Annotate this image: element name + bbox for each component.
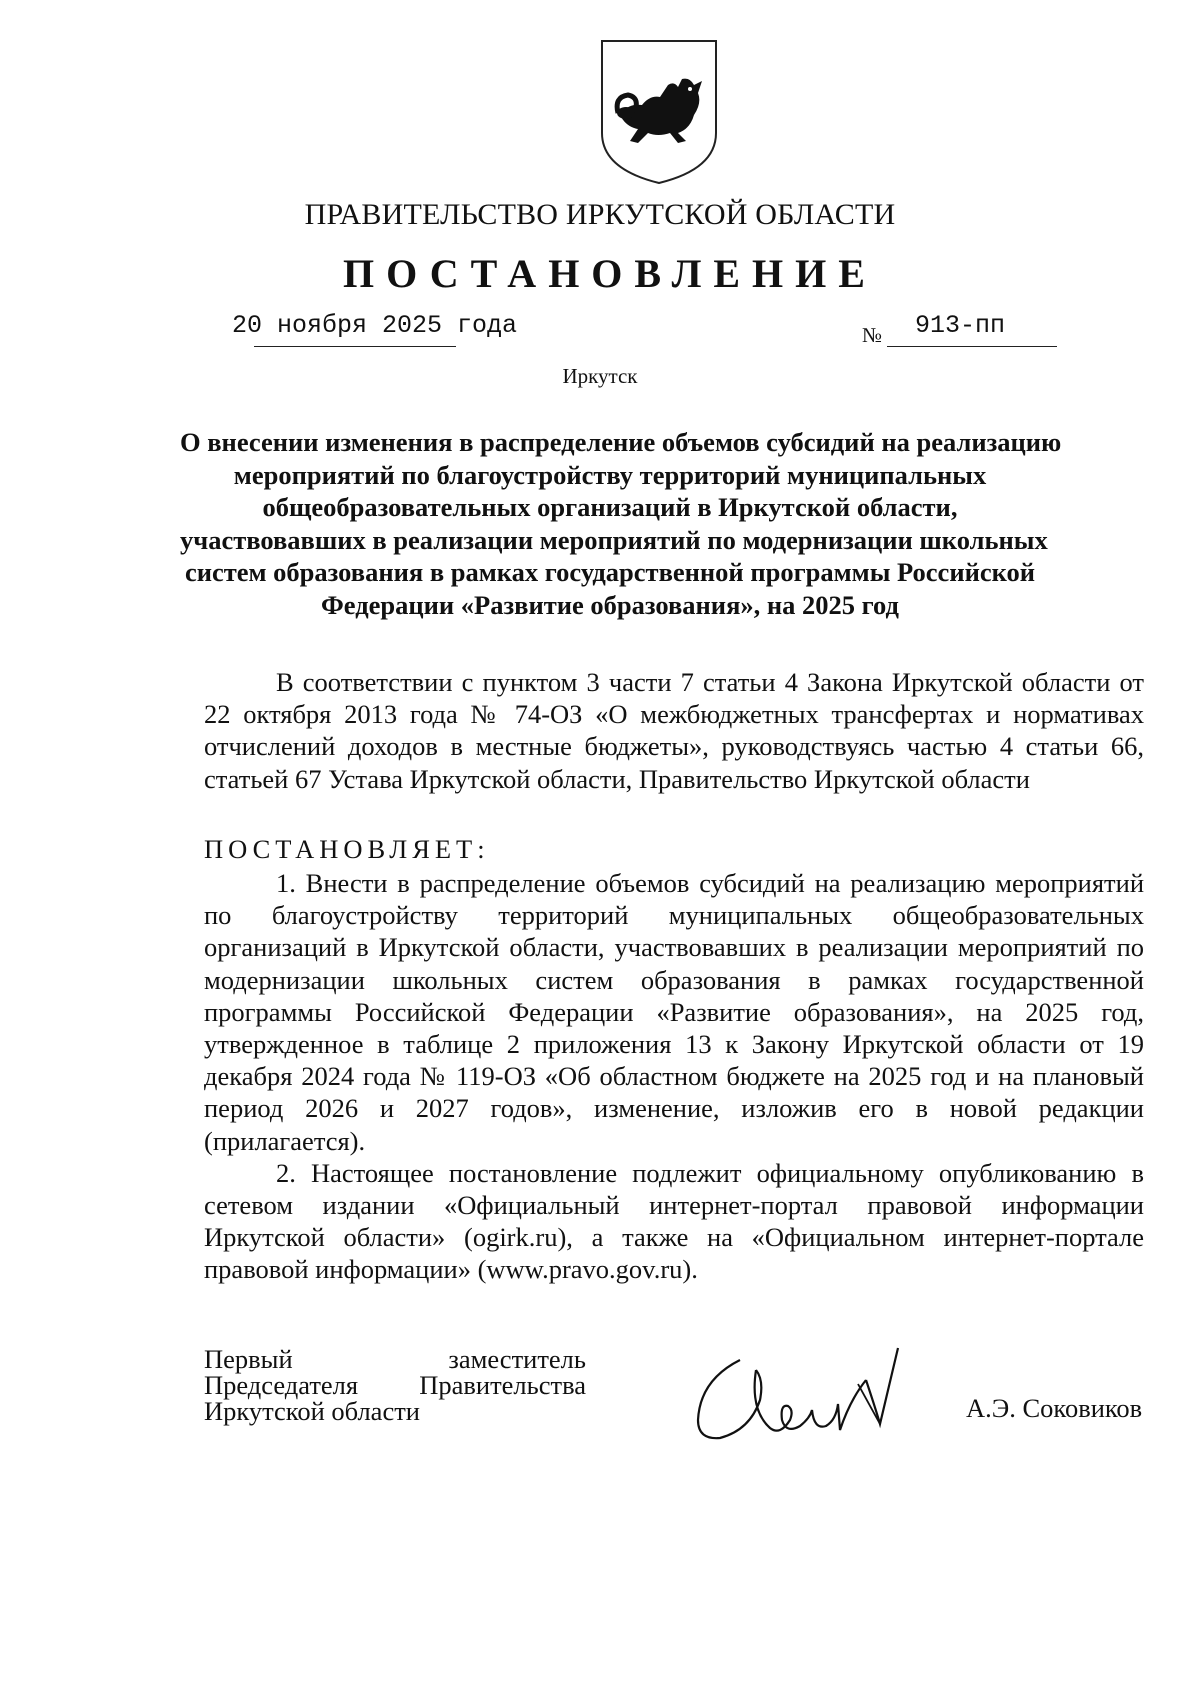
number-underline [887, 346, 1057, 347]
date-underline [254, 346, 456, 347]
title-line: Федерации «Развитие образования», на 2025 год [321, 589, 899, 620]
signatory-name: А.Э. Соковиков [966, 1393, 1143, 1423]
document-title [180, 426, 1062, 622]
position-word: Иркутской области [204, 1396, 420, 1426]
title-line: систем образования в рамках государственной программы Российской [184, 557, 1036, 588]
position-word: Председателя [204, 1370, 359, 1400]
items-block [204, 867, 1144, 1286]
document-number: 913-пп [915, 311, 1006, 340]
document-type: ПОСТАНОВЛЕНИЕ [343, 251, 877, 296]
city: Иркутск [562, 364, 638, 388]
position-word: Правительства [419, 1370, 586, 1400]
position-word: заместитель [448, 1344, 586, 1374]
title-line: О внесении изменения в распределение объемов субсидий на реализацию [180, 427, 1062, 457]
position-word: Первый [204, 1344, 293, 1374]
title-line: участвовавших в реализации мероприятий по модернизации школьных [180, 524, 1048, 555]
title-line: мероприятий по благоустройству территорий муниципальных [233, 459, 987, 490]
preamble-block [204, 666, 1144, 795]
number-sign: № [862, 323, 883, 347]
item-2: 2. Настоящее постановление подлежит официальному опубликованию в сетевом издании «Официальный интернет-портал правовой информации Иркутской области» (ogirk.ru), а также на «Официальном интернет-портале правовой информации» (www.pravo.gov.ru). [204, 1157, 1144, 1285]
document-date: 20 ноября 2025 года [232, 311, 518, 340]
coat-of-arms-icon [598, 37, 720, 185]
signatory-position [204, 1346, 586, 1424]
title-line: общеобразовательных организаций в Иркутской области, [262, 492, 958, 523]
resolves-heading: ПОСТАНОВЛЯЕТ: [204, 834, 490, 864]
organization-name: ПРАВИТЕЛЬСТВО ИРКУТСКОЙ ОБЛАСТИ [304, 198, 896, 231]
item-1: 1. Внести в распределение объемов субсидий на реализацию мероприятий по благоустройству территорий муниципальных общеобразовательных организаций в Иркутской области, участвовавших в реализации мероприятий по модернизации школьных систем образования в рамках государственной программы Российской Федерации «Развитие образования», на 2025 год, утвержденное в таблице 2 приложения 13 к Закону Иркутской области от 19 декабря 2024 года № 119-ОЗ «Об областном бюджете на 2025 год и на плановый период 2026 и 2027 годов», изменение, изложив его в новой редакции (прилагается). [204, 868, 1144, 1156]
preamble: В соответствии с пунктом 3 части 7 статьи 4 Закона Иркутской области от 22 октября 2013 года № 74-ОЗ «О межбюджетных трансфертах и нормативах отчислений доходов в местные бюджеты», руководствуясь частью 4 статьи 66, статьей 67 Устава Иркутской области, Правительство Иркутской области [204, 667, 1144, 794]
handwritten-signature-icon [690, 1340, 940, 1450]
